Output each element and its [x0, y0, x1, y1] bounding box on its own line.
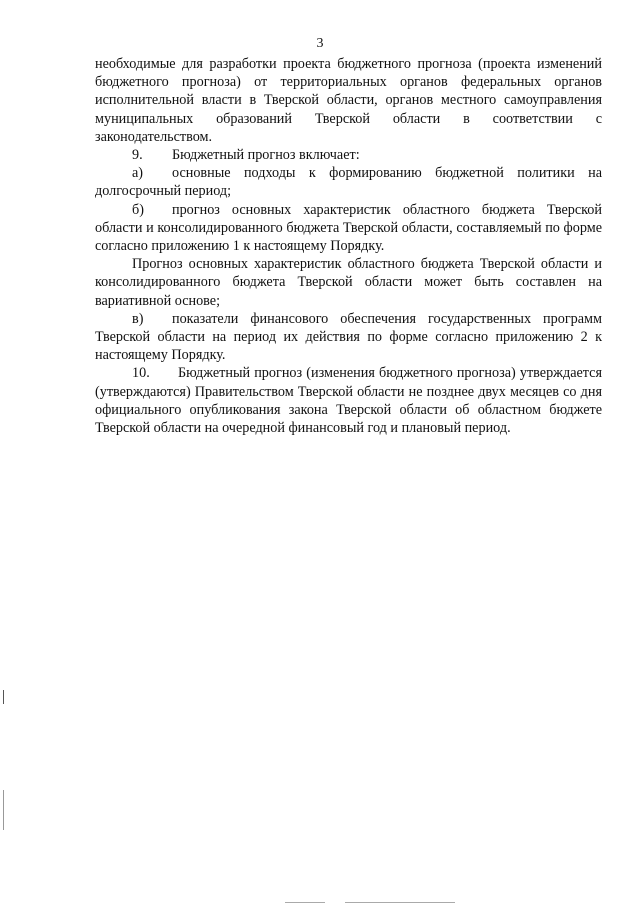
scan-artifact — [345, 902, 455, 903]
item-number: 9. — [132, 147, 143, 164]
paragraph-text: прогноз основных характеристик областного бюджета Тверской области и консолидированного бюджета Тверской области, составляемый по форме согласно приложению 1 к настоящему Порядку. — [95, 201, 602, 255]
paragraph-forecast-note — [95, 255, 602, 310]
paragraph-text: Бюджетный прогноз включает: — [172, 147, 360, 164]
paragraph-continuation — [95, 55, 602, 146]
paragraph-text: показатели финансового обеспечения государственных программ Тверской области на период их действия по форме согласно приложению 2 к настоящему Порядку. — [95, 310, 602, 364]
document-body — [95, 55, 602, 437]
page-number: 3 — [316, 36, 324, 51]
paragraph-subitem-a — [95, 164, 602, 200]
paragraph-text: Прогноз основных характеристик областного бюджета Тверской области и консолидированного бюджета Тверской области может быть составлен на вариативной основе; — [95, 256, 602, 309]
paragraph-item-10 — [95, 364, 602, 437]
paragraph-text: Бюджетный прогноз (изменения бюджетного прогноза) утверждается (утверждаются) Правительством Тверской области не позднее двух месяцев со дня официального опубликования закона Тверской области об областном бюджете Тверской области на очередной финансовый год и плановый период. — [95, 365, 602, 437]
paragraph-subitem-v — [95, 310, 602, 365]
paragraph-text: необходимые для разработки проекта бюджетного прогноза (проекта изменений бюджетного прогноза) от территориальных органов федеральных органов исполнительной власти в Тверской области, органов местного самоуправления муниципальных образований Тверской области в соответствии с законодательством. — [95, 56, 602, 145]
subitem-letter: в) — [132, 310, 144, 327]
item-number: 10. — [132, 365, 150, 382]
scan-artifact — [285, 902, 325, 903]
subitem-letter: а) — [132, 165, 144, 182]
scan-artifact — [3, 690, 4, 704]
paragraph-text: основные подходы к формированию бюджетной политики на долгосрочный период; — [95, 165, 602, 200]
paragraph-item-9 — [95, 146, 602, 164]
paragraph-subitem-b — [95, 201, 602, 256]
subitem-letter: б) — [132, 201, 144, 218]
scan-artifact — [3, 790, 4, 830]
